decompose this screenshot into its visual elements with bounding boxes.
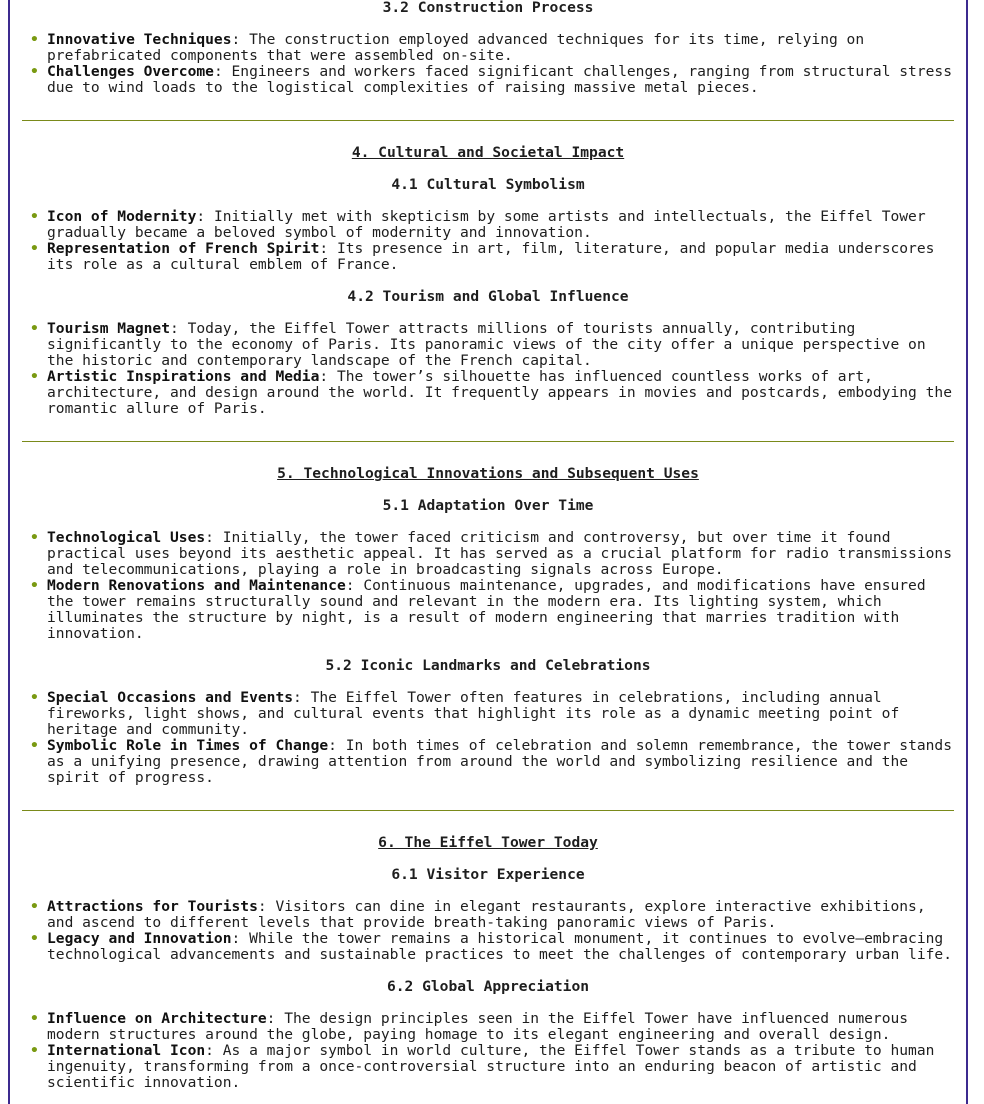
list-item: • Challenges Overcome: Engineers and workers faced significant challenges, ranging from structural stress due to wind loads to the logistical complexities of raising massive metal pieces. xyxy=(30,63,952,96)
list-item: • Legacy and Innovation: While the tower remains a historical monument, it continues to evolve—embracing technological advancements and sustainable practices to meet the challenges of contemporary urban life. xyxy=(30,930,952,963)
item-term: Artistic Inspirations and Media xyxy=(47,368,320,385)
section-title: 6. The Eiffel Tower Today xyxy=(378,834,598,851)
item-term: Influence on Architecture xyxy=(47,1010,267,1027)
list-item: • Innovative Techniques: The construction employed advanced techniques for its time, relying on prefabricated components that were assembled on-site. xyxy=(30,31,865,64)
document-page xyxy=(8,0,968,1104)
list-item: • International Icon: As a major symbol in world culture, the Eiffel Tower stands as a tribute to human ingenuity, transforming from a once-controversial structure into an enduring beacon of artistic and scientific innovation. xyxy=(30,1042,935,1091)
section-divider xyxy=(22,120,954,121)
item-text: Engineers and workers faced significant challenges, ranging from structural stress due to wind loads to the logistical complexities of raising massive metal pieces. xyxy=(47,63,952,96)
bullet-icon: • xyxy=(30,208,39,225)
item-text: The construction employed advanced techniques for its time, relying on prefabricated components that were assembled on-site. xyxy=(47,31,865,64)
bullet-list xyxy=(22,530,954,642)
item-term: Attractions for Tourists xyxy=(47,898,258,915)
section-divider xyxy=(22,441,954,442)
item-text: The tower’s silhouette has influenced countless works of art, architecture, and design around the world. It frequently appears in movies and postcards, embodying the romantic allure of Paris. xyxy=(47,368,952,417)
bullet-list xyxy=(22,209,954,273)
subsection-title: 6.2 Global Appreciation xyxy=(386,978,590,995)
section-3 xyxy=(22,0,954,96)
item-term: Innovative Techniques xyxy=(47,31,232,48)
item-term: International Icon xyxy=(47,1042,206,1059)
list-item: • Special Occasions and Events: The Eiffel Tower often features in celebrations, including annual fireworks, light shows, and cultural events that highlight its role as a dynamic meeting point of heritage and community. xyxy=(30,689,900,738)
list-item: • Icon of Modernity: Initially met with skepticism by some artists and intellectuals, the Eiffel Tower gradually became a beloved symbol of modernity and innovation. xyxy=(30,208,926,241)
item-term: Representation of French Spirit xyxy=(47,240,320,257)
item-text: Its presence in art, film, literature, and popular media underscores its role as a cultural emblem of France. xyxy=(47,240,935,273)
bullet-icon: • xyxy=(30,737,39,754)
bullet-icon: • xyxy=(30,240,39,257)
bullet-list xyxy=(22,32,954,96)
list-item: • Influence on Architecture: The design principles seen in the Eiffel Tower have influenced numerous modern structures around the globe, paying homage to its elegant engineering and overall design. xyxy=(30,1010,909,1043)
bullet-icon: • xyxy=(30,689,39,706)
item-text: While the tower remains a historical monument, it continues to evolve—embracing technological advancements and sustainable practices to meet the challenges of contemporary urban life. xyxy=(47,930,952,963)
item-term: Challenges Overcome xyxy=(47,63,214,80)
section-5 xyxy=(22,466,954,786)
item-term: Icon of Modernity xyxy=(47,208,197,225)
item-term: Modern Renovations and Maintenance xyxy=(47,577,346,594)
item-term: Technological Uses xyxy=(47,529,206,546)
bullet-list xyxy=(22,690,954,786)
item-term: Tourism Magnet xyxy=(47,320,171,337)
item-term: Legacy and Innovation xyxy=(47,930,232,947)
item-term: Symbolic Role in Times of Change xyxy=(47,737,329,754)
item-text: Today, the Eiffel Tower attracts millions of tourists annually, contributing significantly to the economy of Paris. Its panoramic views of the city offer a unique perspective on the historic and contemporary landscape of the French capital. xyxy=(47,320,926,369)
list-item: • Modern Renovations and Maintenance: Continuous maintenance, upgrades, and modifications have ensured the tower remains structurally sound and relevant in the modern era. Its lighting system, which illuminates the structure by night, is a result of modern engineering that marries tradition with innovation. xyxy=(30,577,926,642)
section-title: 5. Technological Innovations and Subsequent Uses xyxy=(277,465,699,482)
section-title: 4. Cultural and Societal Impact xyxy=(351,144,625,161)
bullet-icon: • xyxy=(30,63,39,80)
section-divider xyxy=(22,810,954,811)
item-text: Initially met with skepticism by some artists and intellectuals, the Eiffel Tower gradually became a beloved symbol of modernity and innovation. xyxy=(47,208,926,241)
item-text: Continuous maintenance, upgrades, and modifications have ensured the tower remains structurally sound and relevant in the modern era. Its lighting system, which illuminates the structure by night, is a result of modern engineering that marries tradition with innovation. xyxy=(47,577,926,642)
bullet-icon: • xyxy=(30,1042,39,1059)
subsection-title: 5.2 Iconic Landmarks and Celebrations xyxy=(325,657,651,674)
list-item: • Tourism Magnet: Today, the Eiffel Tower attracts millions of tourists annually, contributing significantly to the economy of Paris. Its panoramic views of the city offer a unique perspective on the historic and contemporary landscape of the French capital. xyxy=(30,320,926,369)
list-item: • Attractions for Tourists: Visitors can dine in elegant restaurants, explore interactive exhibitions, and ascend to different levels that provide breath-taking panoramic views of Paris. xyxy=(30,898,926,931)
bullet-icon: • xyxy=(30,577,39,594)
item-text: As a major symbol in world culture, the Eiffel Tower stands as a tribute to human ingenuity, transforming from a once-controversial structure into an enduring beacon of artistic and scientific innovation. xyxy=(47,1042,935,1091)
bullet-icon: • xyxy=(30,898,39,915)
subsection-title: 4.1 Cultural Symbolism xyxy=(391,176,585,193)
bullet-list xyxy=(22,899,954,963)
bullet-icon: • xyxy=(30,529,39,546)
item-text: The design principles seen in the Eiffel Tower have influenced numerous modern structures around the globe, paying homage to its elegant engineering and overall design. xyxy=(47,1010,909,1043)
bullet-icon: • xyxy=(30,930,39,947)
list-item: • Artistic Inspirations and Media: The tower’s silhouette has influenced countless works of art, architecture, and design around the world. It frequently appears in movies and postcards, embodying the romantic allure of Paris. xyxy=(30,368,952,417)
item-text: Initially, the tower faced criticism and controversy, but over time it found practical uses beyond its aesthetic appeal. It has served as a crucial platform for radio transmissions and telecommunications, playing a role in broadcasting signals across Europe. xyxy=(47,529,952,578)
item-text: Visitors can dine in elegant restaurants, explore interactive exhibitions, and ascend to different levels that provide breath-taking panoramic views of Paris. xyxy=(47,898,926,931)
list-item: • Representation of French Spirit: Its presence in art, film, literature, and popular media underscores its role as a cultural emblem of France. xyxy=(30,240,935,273)
item-text: In both times of celebration and solemn remembrance, the tower stands as a unifying presence, drawing attention from around the world and symbolizing resilience and the spirit of progress. xyxy=(47,737,952,786)
list-item: • Technological Uses: Initially, the tower faced criticism and controversy, but over time it found practical uses beyond its aesthetic appeal. It has served as a crucial platform for radio transmissions and telecommunications, playing a role in broadcasting signals across Europe. xyxy=(30,529,952,578)
subsection-title: 6.1 Visitor Experience xyxy=(391,866,585,883)
subsection-title: 5.1 Adaptation Over Time xyxy=(382,497,594,514)
item-text: The Eiffel Tower often features in celebrations, including annual fireworks, light shows, and cultural events that highlight its role as a dynamic meeting point of heritage and community. xyxy=(47,689,900,738)
item-term: Special Occasions and Events xyxy=(47,689,294,706)
list-item: • Symbolic Role in Times of Change: In both times of celebration and solemn remembrance, the tower stands as a unifying presence, drawing attention from around the world and symbolizing resilience and the spirit of progress. xyxy=(30,737,952,786)
bullet-list xyxy=(22,1011,954,1091)
section-6 xyxy=(22,835,954,1091)
section-4 xyxy=(22,145,954,417)
subsection-title: 4.2 Tourism and Global Influence xyxy=(347,288,629,305)
bullet-icon: • xyxy=(30,1010,39,1027)
bullet-icon: • xyxy=(30,31,39,48)
subsection-title: 3.2 Construction Process xyxy=(382,0,594,16)
bullet-icon: • xyxy=(30,368,39,385)
bullet-list xyxy=(22,321,954,417)
bullet-icon: • xyxy=(30,320,39,337)
